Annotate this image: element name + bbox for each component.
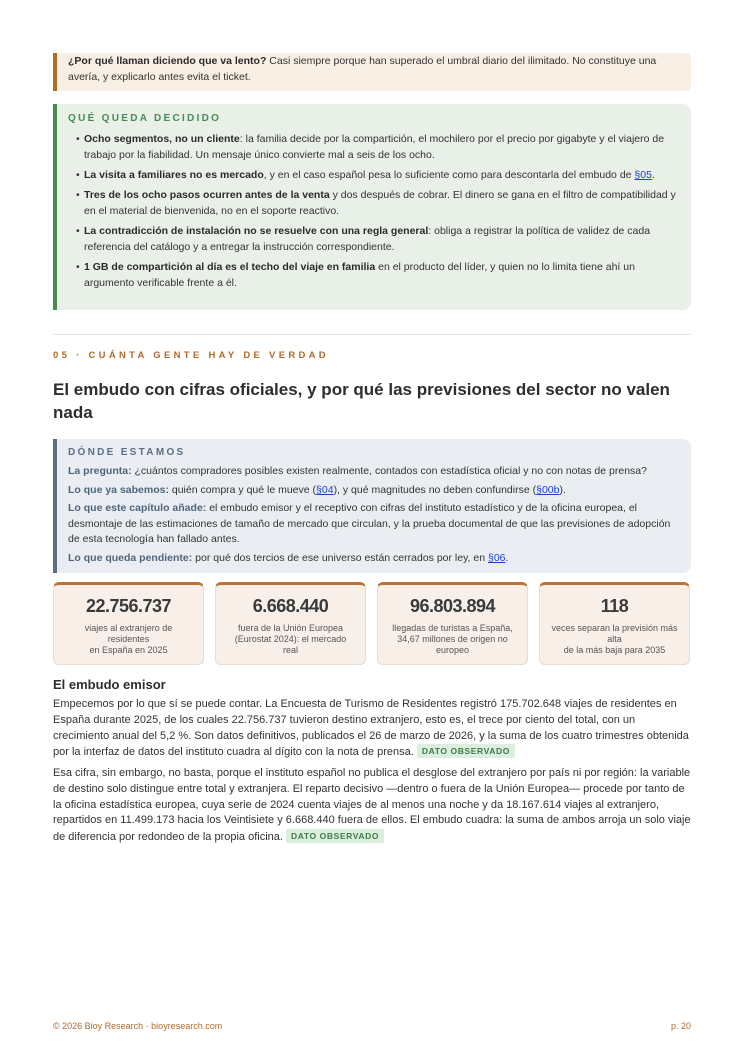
- stat-card: [215, 582, 366, 665]
- stat-value: 22.756.737: [85, 596, 172, 616]
- subsection-heading: El embudo emisor: [53, 677, 166, 692]
- stat-card: [377, 582, 528, 665]
- stat-card: [53, 582, 204, 665]
- callout-answer: Casi siempre porque han superado el umbral diario del ilimitado. No constituye una avería, y explicarlo antes evita el ticket.: [68, 55, 657, 83]
- where-box: [53, 439, 691, 573]
- question-callout: [53, 53, 691, 91]
- stat-value: 96.803.894: [409, 596, 496, 616]
- section-link[interactable]: §05: [634, 169, 652, 181]
- stat-caption: viajes al extranjero de residentes en España en 2025: [84, 623, 173, 655]
- section-title: El embudo con cifras oficiales, y por qué las previsiones del sector no valen nada: [53, 380, 670, 422]
- where-pending: [68, 551, 679, 567]
- list-item: [68, 259, 677, 291]
- item-bold: Ocho segmentos, no un cliente: [84, 133, 240, 145]
- decided-list: [68, 131, 677, 291]
- bullet-icon: •: [76, 189, 80, 201]
- where-text: el embudo emisor y el receptivo con cifras del instituto estadístico y de la oficina europea, el desmontaje de las estimaciones de tamaño de mercado que circulan, y la prueba documental de que las previsiones de adopción de esta tecnología han fallado antes.: [68, 502, 671, 545]
- item-text: : obliga a registrar la política de validez de cada referencia del catálogo y a entregar la instrucción correspondiente.: [84, 225, 651, 253]
- stat-value: 118: [600, 596, 629, 616]
- item-bold: La visita a familiares no es mercado: [84, 169, 264, 181]
- section-link[interactable]: §00b: [536, 483, 560, 496]
- section-divider: [53, 334, 691, 335]
- where-label: La pregunta:: [68, 465, 132, 477]
- stat-caption: llegadas de turistas a España, 34,67 millones de origen no europeo: [392, 623, 513, 655]
- item-bold: 1 GB de compartición al día es el techo del viaje en familia: [84, 261, 376, 273]
- where-known: [68, 483, 679, 499]
- where-text: ).: [559, 483, 566, 496]
- list-item: [68, 187, 677, 219]
- body-paragraph: [53, 697, 691, 761]
- where-text: ¿cuántos compradores posibles existen realmente, contados con estadística oficial y no con notas de prensa?: [131, 465, 647, 477]
- stats-row: [53, 582, 691, 665]
- where-label: Lo que queda pendiente:: [68, 551, 193, 564]
- where-adds: [68, 501, 679, 548]
- bullet-icon: •: [76, 261, 80, 273]
- where-text: quién compra y qué le mueve (: [168, 483, 317, 496]
- where-question: [68, 464, 679, 480]
- list-item: [68, 223, 677, 255]
- item-text: en el producto del líder, y quien no lo limita tiene ahí un argumento verificable frente a él.: [84, 261, 635, 289]
- stat-value: 6.668.440: [252, 596, 329, 616]
- paragraph-text: Empecemos por lo que sí se puede contar. La Encuesta de Turismo de Residentes registró 175.702.648 viajes de residentes en España durante 2025, de los cuales 22.756.737 tuvieron destino extranjero, esto es, el trece por ciento del total, con un crecimiento anual del 5,2 %. Son datos definitivos, publicados el 26 de marzo de 2026, y la suma de los cuatro trimestres obtenida por la interfaz de datos del instituto cuadra al dígito con la nota de prensa.: [53, 698, 689, 759]
- section-link[interactable]: §04: [316, 483, 334, 496]
- body-paragraph: [53, 766, 691, 846]
- stat-card: [539, 582, 690, 665]
- section-kicker: 05 · CUÁNTA GENTE HAY DE VERDAD: [53, 350, 329, 361]
- item-text: .: [651, 169, 655, 181]
- bullet-icon: •: [76, 133, 80, 145]
- item-text: : la familia decide por la compartición, el mochilero por el precio por gigabyte y el viajero de trabajo por la fiabilidad. Un mensaje único convierte mal a seis de los ocho.: [84, 133, 665, 161]
- stat-caption: fuera de la Unión Europea (Eurostat 2024): el mercado real: [234, 623, 347, 655]
- page-number: p. 20: [670, 1021, 691, 1031]
- item-text: , y en el caso español pesa lo suficiente como para descontarla del embudo de: [263, 169, 635, 181]
- evidence-badge: DATO OBSERVADO: [417, 744, 515, 758]
- where-label: Lo que este capítulo añade:: [68, 502, 207, 514]
- paragraph-text: Esa cifra, sin embargo, no basta, porque el instituto español no publica el desglose del extranjero por país ni por región: la variable de destino solo distingue entre total y extranjera. El reparto decisivo —dentro o fuera de la Unión Europea— procede por tanto de la oficina estadística europea, cuya serie de 2024 cuenta viajes de al menos una noche y da 18.167.614 viajes al extranjero, repartidos en 11.499.173 hacia los Veintisiete y 6.668.440 fuera de ellos. El embudo cuadra: la suma de ambos arroja un solo viaje de diferencia por redondeo de la propia oficina.: [53, 767, 691, 844]
- list-item: [68, 131, 677, 163]
- bullet-icon: •: [76, 225, 80, 237]
- item-text: y dos después de cobrar. El dinero se gana en el filtro de compatibilidad y en el material de bienvenida, no en el soporte reactivo.: [84, 189, 676, 217]
- where-text: ), y qué magnitudes no deben confundirse (: [333, 483, 537, 496]
- item-bold: Tres de los ocho pasos ocurren antes de la venta: [84, 189, 330, 201]
- bullet-icon: •: [76, 169, 80, 181]
- stat-caption: veces separan la previsión más alta de la más baja para 2035: [551, 623, 678, 655]
- footer-copyright: © 2026 Bioy Research · bioyresearch.com: [53, 1021, 223, 1031]
- where-kicker: DÓNDE ESTAMOS: [68, 447, 186, 458]
- where-label: Lo que ya sabemos:: [68, 483, 169, 496]
- list-item: [68, 167, 677, 183]
- where-text: .: [505, 551, 509, 564]
- item-bold: La contradicción de instalación no se resuelve con una regla general: [84, 225, 429, 237]
- where-text: por qué dos tercios de ese universo están cerrados por ley, en: [192, 551, 488, 564]
- evidence-badge: DATO OBSERVADO: [286, 829, 384, 843]
- decided-box: [53, 104, 691, 310]
- section-link[interactable]: §06: [488, 551, 506, 564]
- callout-question: ¿Por qué llaman diciendo que va lento?: [68, 55, 267, 67]
- decided-kicker: QUÉ QUEDA DECIDIDO: [68, 113, 222, 124]
